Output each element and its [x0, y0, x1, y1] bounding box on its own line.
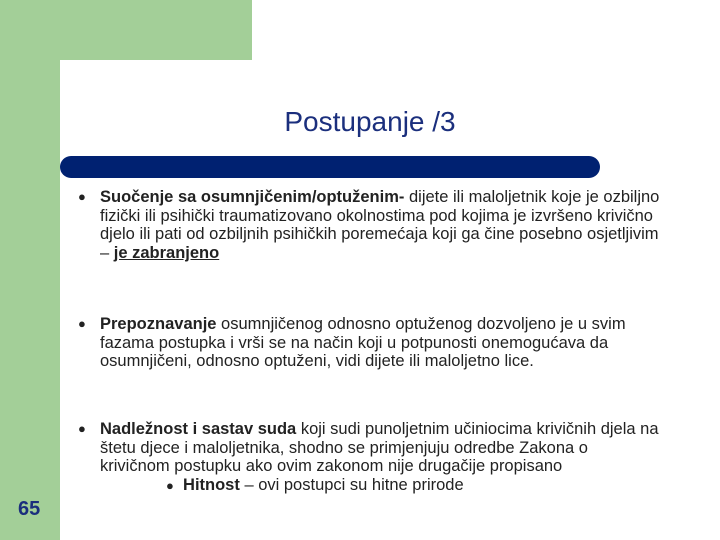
left-accent-strip	[0, 0, 60, 540]
bullet-emphasis: je zabranjeno	[113, 243, 220, 262]
bullet-text	[100, 315, 660, 371]
bullet-heading: Prepoznavanje	[100, 315, 217, 333]
slide-title: Postupanje /3	[284, 106, 456, 137]
sub-bullet-heading: Hitnost	[183, 475, 240, 494]
page-number: 65	[18, 498, 41, 520]
bullet-heading: Suočenje sa osumnjičenim/optuženim-	[100, 188, 405, 206]
sub-bullet-dot-icon: ●	[166, 477, 174, 493]
bullet-body: osumnjičenog odnosno optuženog dozvoljeno je u svim fazama postupka i vrši se na način koji u potpunosti onemogućava da osumnjičeni, odnosno optuženi, vidi dijete ili maloljetno lice.	[100, 315, 626, 371]
sub-bullet-body: – ovi postupci su hitne prirode	[239, 475, 464, 494]
bullet-dot-icon: ●	[78, 421, 86, 436]
bullet-dot-icon: ●	[78, 316, 86, 331]
bullet-body: dijete ili maloljetnik koje je ozbiljno fizički ili psihički traumatizovano okolnostima pod kojima je izvršeno krivično djelo ili pati od ozbiljnih psihičkih poremećaja koji ga čine posebno osjetljivim –	[100, 188, 660, 262]
bullet-heading: Nadležnost i sastav suda	[100, 420, 297, 438]
top-accent-block	[0, 0, 252, 60]
bullet-body: koji sudi punoljetnim učiniocima krivičnih djela na štetu djece i maloljetnika, shodno se primjenjuju odredbe Zakona o krivičnom postupku ako ovim zakonom nije drugačije propisano	[100, 420, 659, 476]
bullet-text	[100, 420, 660, 495]
title-divider	[60, 156, 600, 178]
bullet-text	[100, 188, 660, 262]
bullet-dot-icon: ●	[78, 189, 86, 204]
sub-bullet-hitnost	[100, 476, 660, 496]
